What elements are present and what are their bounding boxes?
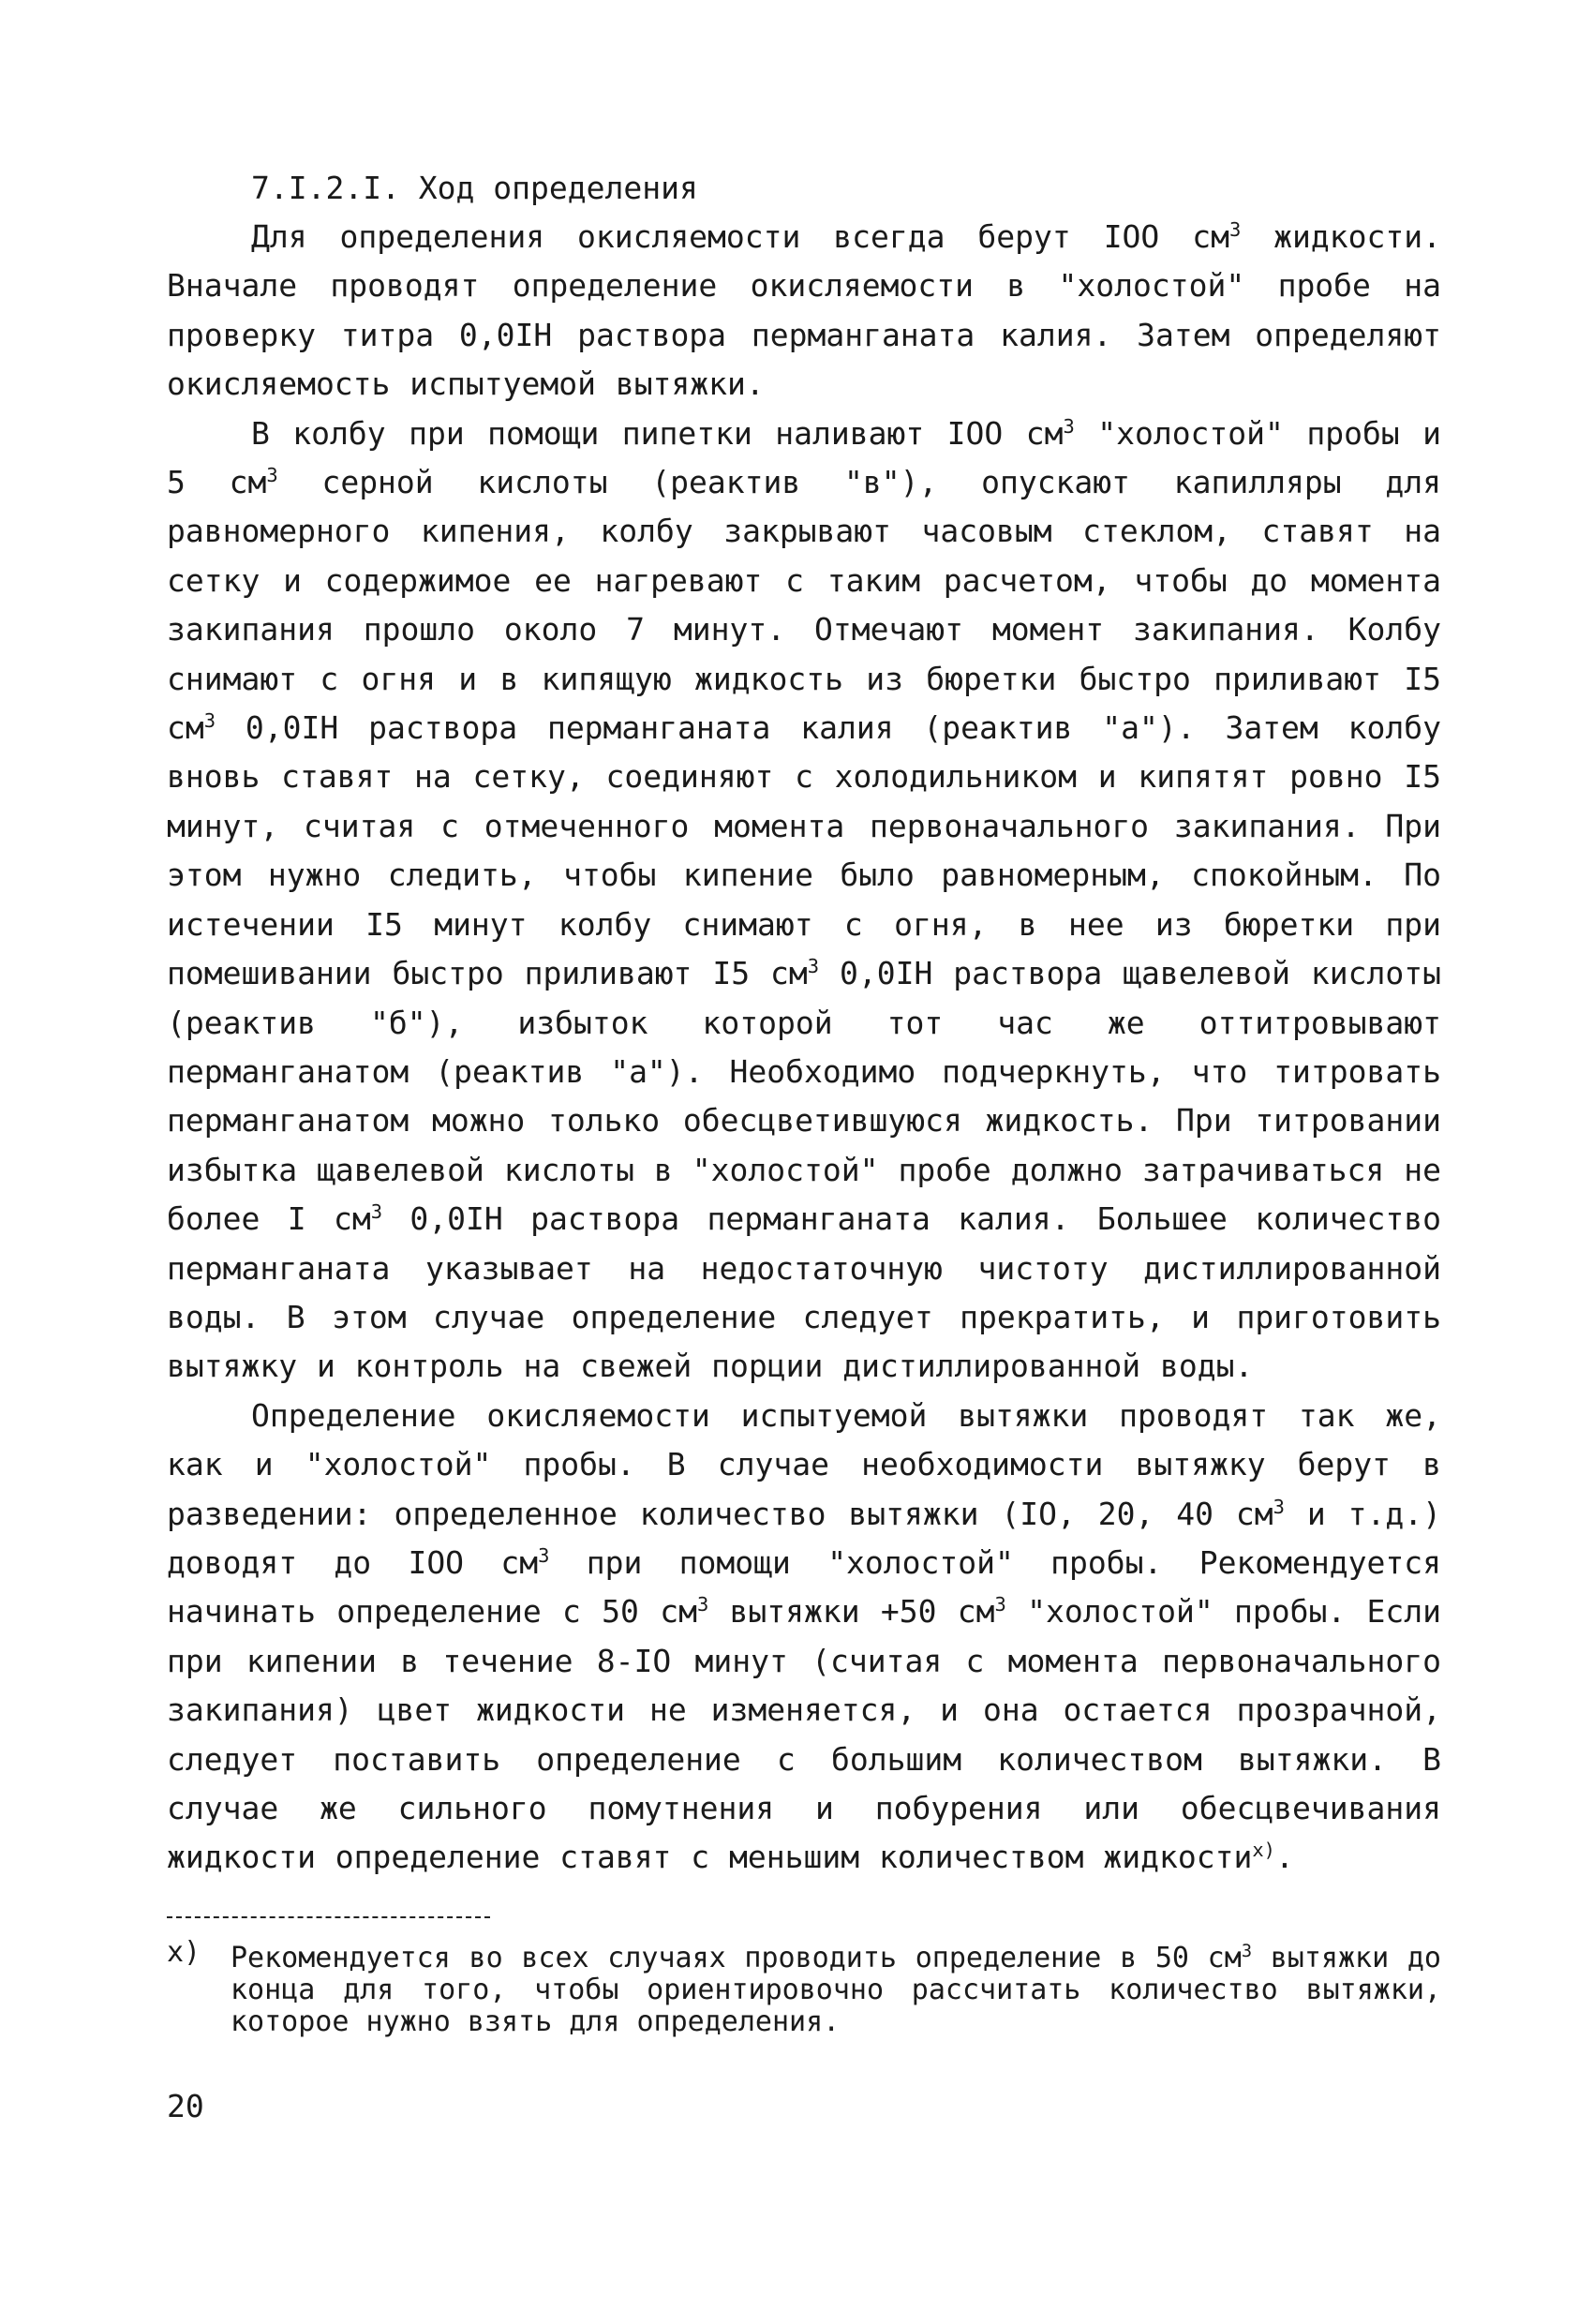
superscript: х) <box>1252 1839 1275 1862</box>
paragraph-2 <box>167 410 1441 1392</box>
page-number: 20 <box>167 2088 204 2124</box>
section-heading: 7.I.2.I. Ход определения <box>251 170 698 206</box>
text-run: вытяжки до конца для того, чтобы ориентировочно рассчитать количество вытяжки, которое нужно взять для определения. <box>231 1941 1441 2038</box>
text-run: . <box>1274 1839 1294 1876</box>
paragraph-3 <box>167 1392 1441 1883</box>
text-run: 0,0IН раствора перманганата калия. Большее количество перманганата указывает на недостаточную чистоту дистиллированной воды. В этом случае определение следует прекратить, и приготовить вытяжку и контроль на свежей порции дистиллированной воды. <box>167 1200 1441 1385</box>
document-page <box>167 164 1441 2038</box>
footnote <box>167 1935 1441 2038</box>
text-run: вытяжки +50 см <box>708 1593 995 1631</box>
superscript: 3 <box>203 709 216 733</box>
text-run: В колбу при помощи пипетки наливают IOO см <box>251 414 1064 452</box>
text-run: "холостой" пробы. Если при кипении в течение 8-IO минут (считая с момента первоначального закипания) цвет жидкости не изменяется, и она остается прозрачной, следует поставить определение с большим количеством вытяжки. В случае же сильного помутнения и побурения или обесцвечивания жидкости определение ставят с меньшим количеством жидкости <box>167 1593 1441 1876</box>
superscript: 3 <box>1063 414 1075 438</box>
superscript: 3 <box>696 1593 709 1616</box>
text-run: 0,0IН раствора щавелевой кислоты (реактив "б"), избыток которой тот час же оттитровывают перманганатом (реактив "а"). Необходимо подчеркнуть, что титровать перманганатом можно только обесцветившуюся жидкость. При титровании избытка щавелевой кислоты в "холостой" пробе должно затрачиваться не более I см <box>167 955 1441 1238</box>
footnote-text <box>231 1943 1441 2038</box>
superscript: 3 <box>994 1593 1006 1616</box>
footnote-separator <box>167 1916 490 1918</box>
text-run: 0,0IН раствора перманганата калия (реактив "а"). Затем колбу вновь ставят на сетку, соединяют с холодильником и кипятят ровно I5 минут, считая с отмеченного момента первоначального закипания. При этом нужно следить, чтобы кипение было равномерным, спокойным. По истечении I5 минут колбу снимают с огня, в нее из бюретки при помешивании быстро приливают I5 см <box>167 709 1441 992</box>
text-run: жидкости. Вначале проводят определение окисляемости в "холостой" пробе на проверку титра 0,0IН раствора перманганата калия. Затем определяют окисляемость испытуемой вытяжки. <box>167 218 1441 403</box>
text-run: и т.д.) доводят до IOO см <box>167 1495 1442 1581</box>
superscript: 3 <box>538 1543 550 1567</box>
superscript: 3 <box>1228 218 1242 241</box>
superscript: 3 <box>1241 1941 1253 1961</box>
paragraph-1 <box>167 213 1441 410</box>
superscript: 3 <box>370 1200 383 1224</box>
footnote-mark: х) <box>167 1935 201 1969</box>
superscript: 3 <box>266 464 278 487</box>
text-run: Определение окисляемости испытуемой вытяжки проводят так же, как и "холостой" пробы. В случае необходимости вытяжку берут в разведении: определенное количество вытяжки (IO, 20, 40 см <box>167 1396 1441 1532</box>
text-run: серной кислоты (реактив "в"), опускают капилляры для равномерного кипения, колбу закрывают часовым стеклом, ставят на сетку и содержимое ее нагревают с таким расчетом, чтобы до момента закипания прошло около 7 минут. Отмечают момент закипания. Колбу снимают с огня и в кипящую жидкость из бюретки быстро приливают I5 см <box>167 464 1441 747</box>
text-run: "холостой" пробы и 5 см <box>167 414 1441 501</box>
superscript: 3 <box>1273 1495 1285 1518</box>
text-run: при помощи "холостой" пробы. Рекомендуется начинать определение с 50 см <box>167 1543 1441 1631</box>
text-run: Рекомендуется во всех случаях проводить определение в 50 см <box>231 1941 1242 1974</box>
superscript: 3 <box>807 955 820 978</box>
text-run: Для определения окисляемости всегда берут IOO см <box>251 218 1229 255</box>
